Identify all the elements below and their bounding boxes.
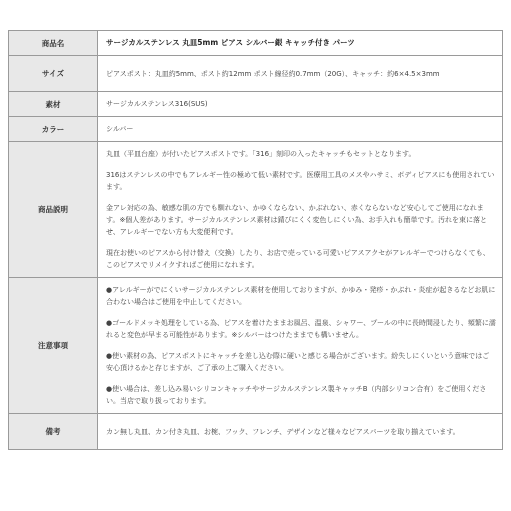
description-paragraph: 現在お使いのピアスから付け替え（交換）したり、お店で売っている可愛いピアスアクセがアレルギーでつけらなくても、このピアスでリメイクすればご使用になれます。	[106, 249, 490, 269]
notes-paragraph: ●アレルギーがでにくいサージカルステンレス素材を使用しておりますが、かゆみ・発疹・かぶれ・炎症が起きるなどお肌に合わない場合はご使用を中止してください。	[106, 286, 496, 306]
row-notes	[9, 278, 503, 414]
label-remarks: 備考	[9, 414, 98, 450]
value-remarks: カン無し丸皿、カン付き丸皿、お椀、フック、フレンチ、デザインなど様々なピアスパーツを取り揃えています。	[98, 414, 503, 450]
value-material: サージカルステンレス316(SUS)	[98, 92, 503, 117]
row-size	[9, 56, 503, 92]
value-notes	[98, 278, 503, 414]
row-product-name	[9, 31, 503, 56]
row-description	[9, 142, 503, 278]
label-material: 素材	[9, 92, 98, 117]
value-size: ピアスポスト：丸皿約5mm、ポスト約12mm ポスト線径約0.7mm（20G）、キャッチ：約6×4.5×3mm	[98, 56, 503, 92]
description-paragraph: 金アレ対応の為、敏感な肌の方でも馴れない、かゆくならない、かぶれない、赤くならないなど安心してご使用になれます。※個人差があります。サージカルステンレス素材は錆びにくく変色しにくい為、お手入れも簡単です。汚れを束に落とせ、アレルギーでない方も大変便利です。	[106, 204, 487, 236]
row-material	[9, 92, 503, 117]
row-color	[9, 117, 503, 142]
value-description	[98, 142, 503, 278]
notes-paragraph: ●使い素材の為、ピアスポストにキャッチを差し込む際に硬いと感じる場合がございます。紛失しにくいという意味ではご安心頂けるかと存じますが、ご了承の上ご購入ください。	[106, 352, 490, 372]
spec-table	[8, 30, 503, 450]
row-remarks	[9, 414, 503, 450]
notes-paragraph: ●使い場合は、差し込み易いシリコンキャッチやサージカルステンレス製キャッチB（内部シリコン合有）をご使用ください。当店で取り扱っております。	[106, 385, 487, 405]
value-product-name: サージカルステンレス 丸皿5mm ピアス シルバー銀 キャッチ付き パーツ	[98, 31, 503, 56]
notes-paragraph: ●ゴールドメッキ処理をしている為、ピアスを着けたままお風呂、温泉、シャワー、プールの中に長時間浸したり、頻繁に濡れると変色が早まる可能性があります。※シルバーはつけたままでも構いません。	[106, 319, 496, 339]
label-product-name: 商品名	[9, 31, 98, 56]
product-spec-sheet	[8, 30, 503, 450]
description-paragraph: 316はステンレスの中でもアレルギー性の極めて低い素材です。医療用工具のメスやハサミ、ボディピアスにも使用されています。	[106, 171, 495, 191]
label-description: 商品説明	[9, 142, 98, 278]
label-size: サイズ	[9, 56, 98, 92]
label-notes: 注意事項	[9, 278, 98, 414]
label-color: カラー	[9, 117, 98, 142]
value-color: シルバー	[98, 117, 503, 142]
description-paragraph: 丸皿（平皿台座）が付いたピアスポストです。「316」刻印の入ったキャッチもセットとなります。	[106, 150, 416, 158]
